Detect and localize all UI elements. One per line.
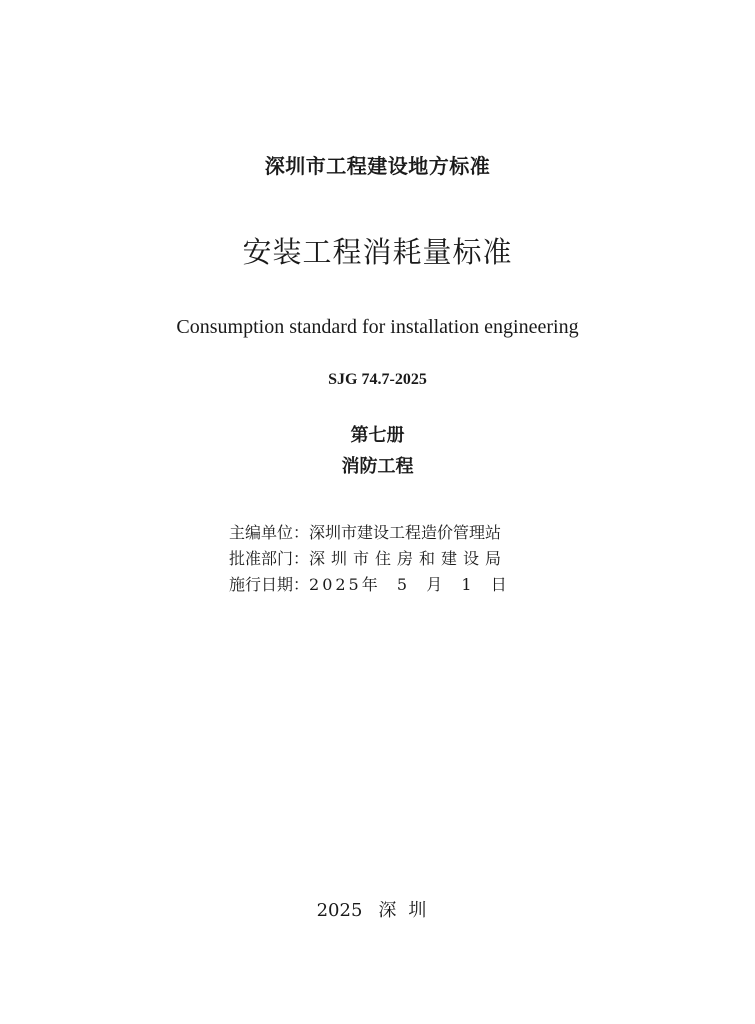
- approver-label: 批准部门：: [229, 549, 310, 568]
- approver-row: [229, 546, 510, 572]
- publication-footer: [0, 896, 755, 922]
- editor-value: 深圳市建设工程造价管理站: [309, 523, 502, 542]
- standard-series-heading: 深圳市工程建设地方标准: [264, 154, 491, 178]
- publication-info-block: [229, 520, 510, 598]
- editor-label: 主编单位：: [229, 523, 310, 542]
- document-title-chinese: 安装工程消耗量标准: [242, 235, 513, 269]
- footer-year: 2025: [316, 900, 363, 921]
- footer-city: 深圳: [378, 900, 439, 921]
- volume-number: 第七册: [350, 425, 405, 446]
- document-title-english: Consumption standard for installation engineering: [176, 316, 579, 338]
- effective-date-value: 2025年 5 月 1 日: [309, 575, 510, 594]
- effective-date-label: 施行日期：: [229, 575, 310, 594]
- editor-row: [229, 520, 510, 546]
- volume-name: 消防工程: [341, 456, 414, 477]
- standard-code: SJG 74.7-2025: [328, 371, 427, 388]
- approver-value: 深圳市住房和建设局: [309, 549, 508, 568]
- effective-date-row: [229, 572, 510, 598]
